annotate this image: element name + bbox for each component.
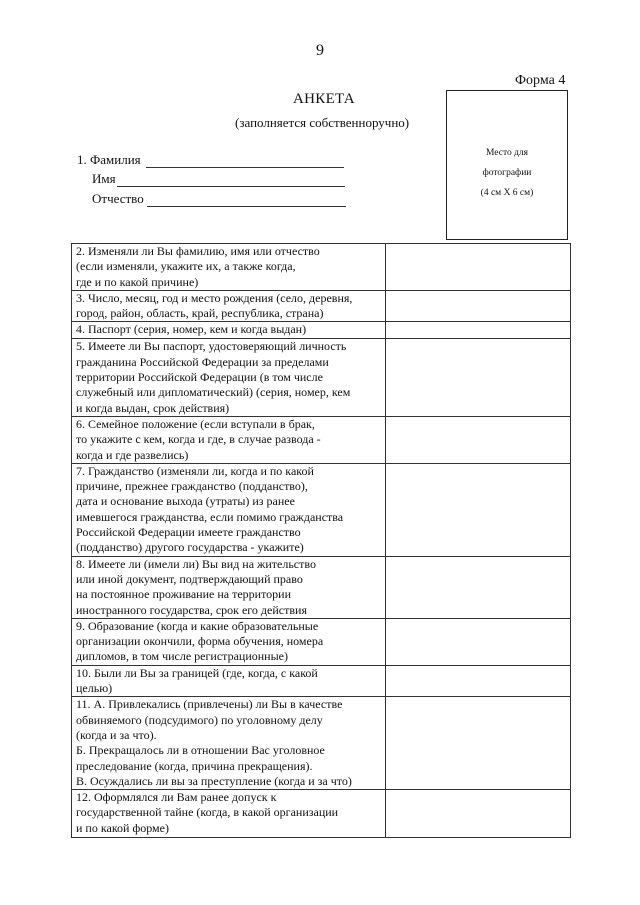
questionnaire-table	[71, 243, 571, 838]
question-text	[72, 790, 386, 838]
question-row	[72, 665, 571, 697]
photo-caption-line: фотографии	[482, 168, 532, 178]
first-name-label: Имя	[92, 171, 116, 186]
answer-cell[interactable]	[386, 244, 571, 291]
question-row	[72, 463, 571, 556]
question-line: 6. Семейное положение (если вступали в брак,	[76, 416, 315, 431]
question-text	[72, 665, 386, 697]
question-row	[72, 697, 571, 790]
photo-caption-line: Место для	[485, 148, 529, 158]
question-text	[72, 244, 386, 291]
question-text	[72, 339, 386, 416]
first-name-input-line[interactable]	[117, 186, 345, 187]
question-line: иностранного государства, срок его действия	[76, 602, 307, 617]
question-row	[72, 322, 571, 339]
question-line: дипломов, в том числе регистрационные)	[76, 649, 288, 664]
photo-caption	[447, 143, 567, 203]
question-line: гражданина Российской Федерации за пределами	[76, 354, 329, 369]
question-line: 2. Изменяли ли Вы фамилию, имя или отчество	[76, 244, 320, 258]
question-line: когда и где развелись)	[76, 447, 189, 462]
question-line: организации окончили, форма обучения, номера	[76, 634, 324, 649]
document-subtitle: (заполняется собственноручно)	[235, 115, 410, 130]
question-line: 4. Паспорт (серия, номер, кем и когда выдан)	[76, 322, 307, 337]
photo-placeholder[interactable]	[446, 90, 568, 240]
question-row	[72, 244, 571, 291]
answer-cell[interactable]	[386, 618, 571, 665]
question-text	[72, 290, 386, 322]
answer-cell[interactable]	[386, 665, 571, 697]
answer-cell[interactable]	[386, 790, 571, 838]
question-row	[72, 790, 571, 838]
question-line: 10. Были ли Вы за границей (где, когда, с какой	[76, 665, 318, 680]
answer-cell[interactable]	[386, 697, 571, 790]
question-line: 12. Оформлялся ли Вам ранее допуск к	[76, 790, 277, 805]
answer-cell[interactable]	[386, 290, 571, 322]
question-line: Б. Прекращалось ли в отношении Вас уголовное	[76, 743, 325, 758]
answer-cell[interactable]	[386, 322, 571, 339]
answer-cell[interactable]	[386, 416, 571, 463]
question-line: или иной документ, подтверждающий право	[76, 571, 303, 586]
question-row	[72, 339, 571, 416]
document-title: АНКЕТА	[293, 91, 355, 107]
question-line: обвиняемого (подсудимого) по уголовному делу	[76, 712, 323, 727]
question-line: и когда выдан, срок действия)	[76, 400, 230, 415]
question-line: Российской Федерации имеете гражданство	[76, 525, 301, 540]
question-row	[72, 556, 571, 618]
question-line: целью)	[76, 681, 113, 696]
question-row	[72, 416, 571, 463]
question-line: причине, прежнее гражданство (подданство),	[76, 479, 308, 494]
question-line: преследование (когда, причина прекращения).	[76, 758, 313, 773]
question-line: 8. Имеете ли (имели ли) Вы вид на жительство	[76, 556, 316, 571]
question-line: 3. Число, месяц, год и место рождения (село, деревня,	[76, 290, 353, 305]
question-line: (если изменяли, укажите их, а также когда,	[76, 259, 296, 274]
surname-label: 1. Фамилия	[77, 152, 141, 167]
patronymic-input-line[interactable]	[147, 206, 346, 207]
question-line: 11. А. Привлекались (привлечены) ли Вы в качестве	[76, 697, 343, 712]
question-line: государственной тайне (когда, в какой организации	[76, 805, 339, 820]
patronymic-label: Отчество	[92, 191, 144, 206]
question-line: имевшегося гражданства, если помимо гражданства	[76, 509, 344, 524]
page-number: 9	[316, 42, 324, 59]
patronymic-field[interactable]	[0, 191, 360, 211]
first-name-field[interactable]	[0, 171, 360, 191]
question-text	[72, 322, 386, 339]
question-line: дата и основание выхода (утраты) из ранее	[76, 494, 295, 509]
answer-cell[interactable]	[386, 556, 571, 618]
question-line: 5. Имеете ли Вы паспорт, удостоверяющий личность	[76, 339, 347, 354]
question-line: служебный или дипломатический) (серия, номер, кем	[76, 385, 351, 400]
question-text	[72, 697, 386, 790]
question-row	[72, 618, 571, 665]
question-text	[72, 416, 386, 463]
question-line: город, район, область, край, республика, страна)	[76, 306, 324, 321]
question-text	[72, 556, 386, 618]
form-number-label: Форма 4	[515, 73, 566, 88]
question-line: (подданство) другого государства - укажите)	[76, 540, 304, 555]
question-line: 7. Гражданство (изменяли ли, когда и по какой	[76, 463, 314, 478]
answer-cell[interactable]	[386, 339, 571, 416]
question-line: и по какой форме)	[76, 820, 169, 835]
surname-input-line[interactable]	[146, 167, 344, 168]
question-line: где и по какой причине)	[76, 274, 199, 289]
question-line: на постоянное проживание на территории	[76, 587, 291, 602]
question-line: (когда и за что).	[76, 727, 157, 742]
question-line: территории Российской Федерации (в том числе	[76, 370, 323, 385]
photo-caption-line: (4 см X 6 см)	[480, 188, 534, 198]
question-text	[72, 618, 386, 665]
answer-cell[interactable]	[386, 463, 571, 556]
question-line: 9. Образование (когда и какие образовательные	[76, 618, 319, 633]
question-line: В. Осуждались ли вы за преступление (когда и за что)	[76, 773, 352, 788]
question-text	[72, 463, 386, 556]
surname-field[interactable]	[0, 152, 360, 172]
question-line: то укажите с кем, когда и где, в случае развода -	[76, 432, 321, 447]
question-row	[72, 290, 571, 322]
